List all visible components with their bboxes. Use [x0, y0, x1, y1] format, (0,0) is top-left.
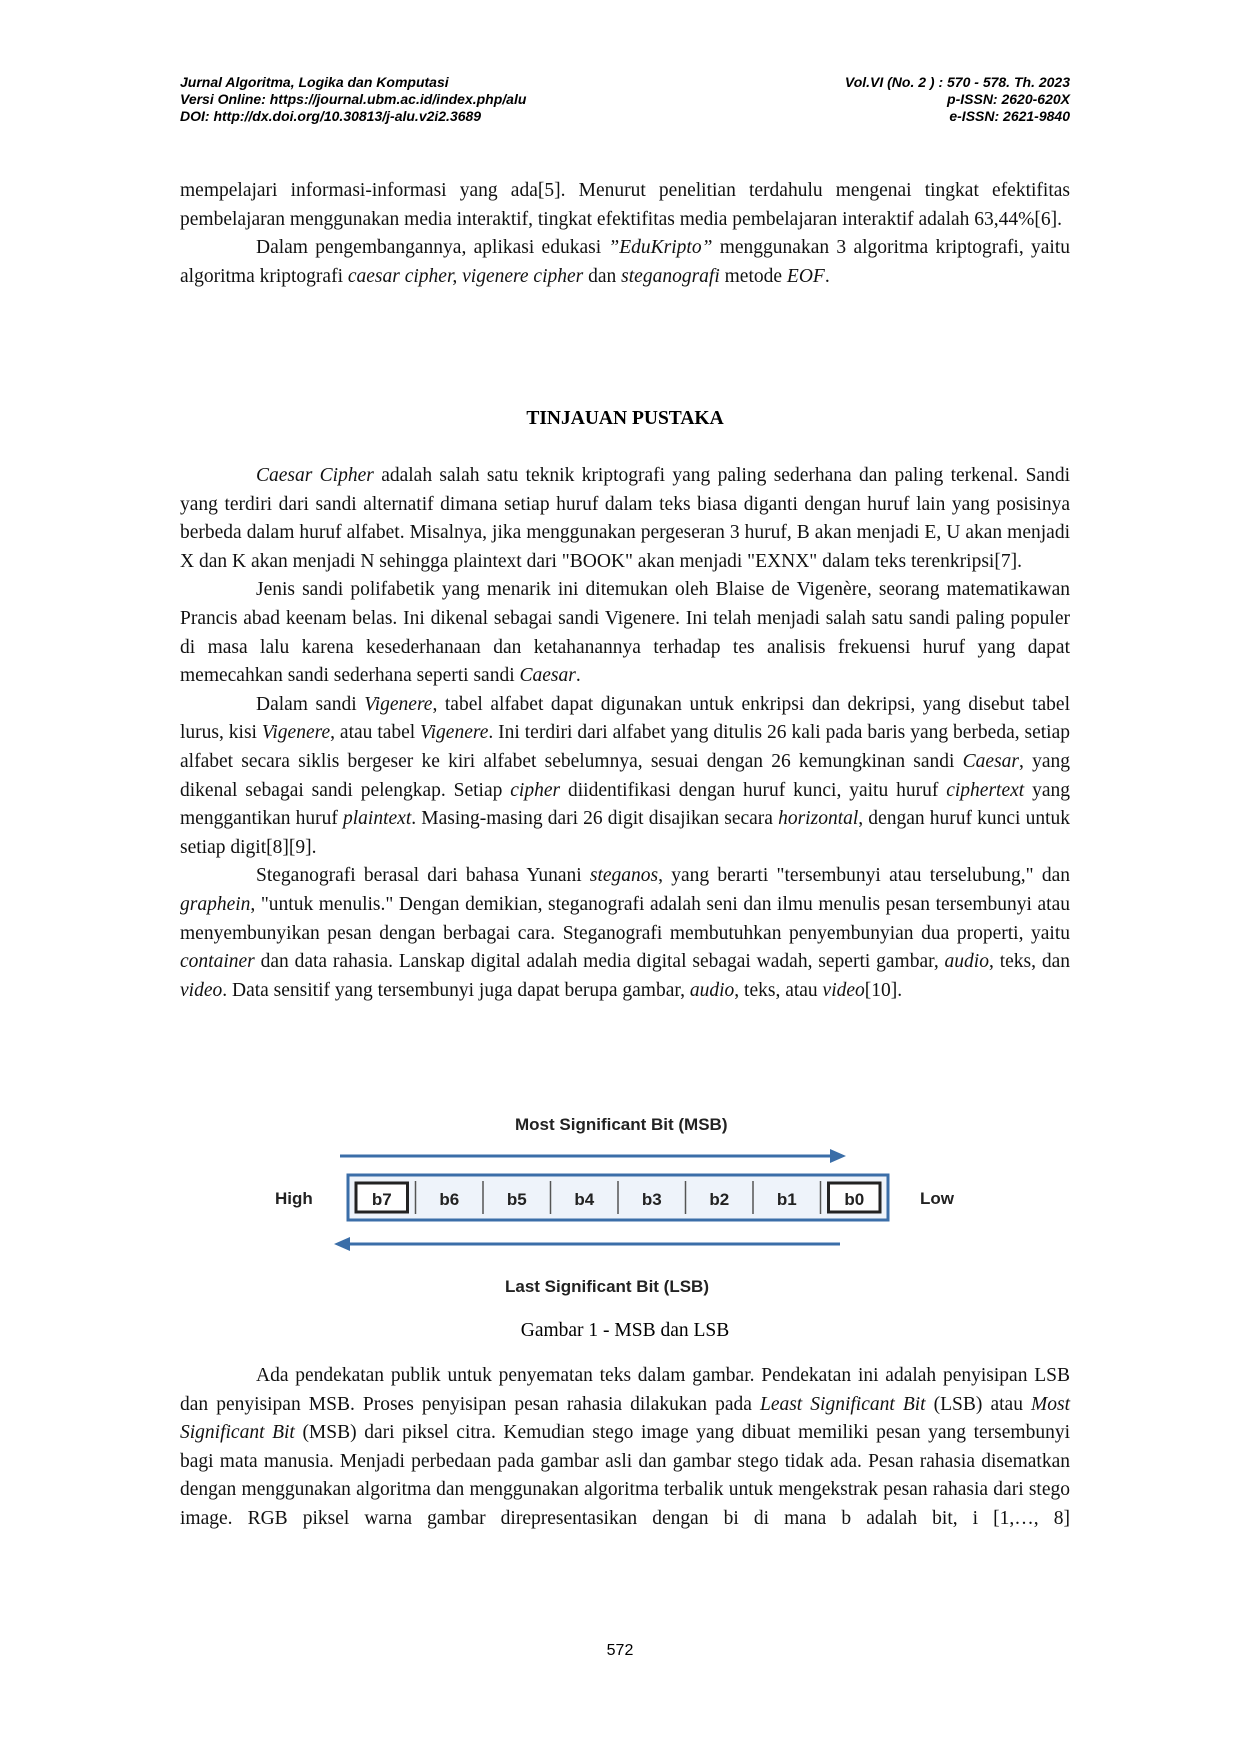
msb-arrow-head: [830, 1149, 846, 1163]
intro-text: [180, 177, 1070, 291]
bit-label-b4: b4: [574, 1190, 595, 1209]
online-version: Versi Online: https://journal.ubm.ac.id/index.php/alu: [180, 91, 527, 107]
low-label: Low: [920, 1189, 954, 1208]
after-figure-paragraph: Ada pendekatan publik untuk penyematan teks dalam gambar. Pendekatan ini adalah penyisipan LSB dan penyisipan MSB. Proses penyisipan pesan rahasia dilakukan pada Least Significant Bit (LSB) atau Most Significant Bit (MSB) dari piksel citra. Kemudian stego image yang dibuat memiliki pesan yang tersembunyi bagi mata manusia. Menjadi perbedaan pada gambar asli dan gambar stego tidak ada. Pesan rahasia disematkan dengan menggunakan algoritma dan menggunakan algoritma terbalik untuk mengekstrak pesan rahasia dari stego image. RGB piksel warna gambar direpresentasikan dengan bi di mana b adalah bit, i [1,…, 8]: [180, 1365, 1070, 1529]
running-header-left: [180, 74, 526, 125]
review-paragraph-vigenere-table: Dalam sandi Vigenere, tabel alfabet dapat digunakan untuk enkripsi dan dekripsi, yang disebut tabel lurus, kisi Vigenere, atau tabel Vigenere. Ini terdiri dari alfabet yang ditulis 26 kali pada baris yang berbeda, setiap alfabet secara siklis bergeser ke kiri alfabet sebelumnya, sesuai dengan 26 kemungkinan sandi Caesar, yang dikenal sebagai sandi pelengkap. Setiap cipher diidentifikasi dengan huruf kunci, yaitu huruf ciphertext yang menggantikan huruf plaintext. Masing-masing dari 26 digit disajikan secara horizontal, dengan huruf kunci untuk setiap digit[8][9].: [180, 693, 1071, 858]
p-issn: p-ISSN: 2620-620X: [947, 91, 1070, 107]
after-figure-text: [180, 1362, 1070, 1534]
review-text: [180, 462, 1070, 1005]
msb-label: Most Significant Bit (MSB): [515, 1115, 728, 1134]
lsb-arrow-head: [334, 1237, 350, 1251]
bit-label-b1: b1: [776, 1190, 797, 1209]
lsb-label: Last Significant Bit (LSB): [505, 1277, 709, 1296]
bit-label-b7: b7: [371, 1190, 392, 1209]
intro-paragraph-2: Dalam pengembangannya, aplikasi edukasi ”EduKripto” menggunakan 3 algoritma kriptografi, yaitu algoritma kriptografi caesar cipher, vigenere cipher dan steganografi metode EOF.: [180, 237, 1070, 287]
msb-lsb-figure: [270, 1110, 990, 1300]
bit-label-b2: b2: [709, 1190, 730, 1209]
review-paragraph-vigenere-history: Jenis sandi polifabetik yang menarik ini ditemukan oleh Blaise de Vigenère, seorang matematikawan Prancis abad keenam belas. Ini dikenal sebagai sandi Vigenere. Ini telah menjadi salah satu sandi paling populer di masa lalu karena kesederhanaan dan ketahanannya terhadap tes analisis frekuensi huruf yang dapat memecahkan sandi sederhana seperti sandi Caesar.: [180, 579, 1070, 687]
figure-caption: Gambar 1 - MSB dan LSB: [520, 1320, 730, 1341]
journal-name: Jurnal Algoritma, Logika dan Komputasi: [180, 74, 449, 90]
section-title: TINJAUAN PUSTAKA: [526, 408, 724, 429]
bit-label-b3: b3: [641, 1190, 662, 1209]
intro-paragraph-1: mempelajari informasi-informasi yang ada[5]. Menurut penelitian terdahulu mengenai tingkat efektifitas pembelajaran menggunakan media interaktif, tingkat efektifitas media pembelajaran interaktif adalah 63,44%[6].: [180, 180, 1070, 230]
bit-label-b0: b0: [844, 1190, 865, 1209]
bit-label-b6: b6: [439, 1190, 460, 1209]
review-paragraph-steganography: Steganografi berasal dari bahasa Yunani steganos, yang berarti "tersembunyi atau terselubung," dan graphein, "untuk menulis." Dengan demikian, steganografi adalah seni dan ilmu menulis pesan tersembunyi atau menyembunyikan pesan dengan berbagai cara. Steganografi membutuhkan penyembunyian dua properti, yaitu container dan data rahasia. Lanskap digital adalah media digital sebagai wadah, seperti gambar, audio, teks, dan video. Data sensitif yang tersembunyi juga dapat berupa gambar, audio, teks, atau video[10].: [180, 865, 1070, 1001]
high-label: High: [275, 1189, 313, 1208]
doi: DOI: http://dx.doi.org/10.30813/j-alu.v2i2.3689: [180, 108, 482, 124]
running-header-right: [845, 74, 1070, 125]
e-issn: e-ISSN: 2621-9840: [949, 108, 1070, 124]
review-paragraph-caesar: Caesar Cipher adalah salah satu teknik kriptografi yang paling sederhana dan paling terkenal. Sandi yang terdiri dari sandi alternatif dimana setiap huruf dalam teks biasa diganti dengan huruf lain yang posisinya berbeda dalam huruf alfabet. Misalnya, jika menggunakan pergeseran 3 huruf, B akan menjadi E, U akan menjadi X dan K akan menjadi N sehingga plaintext dari "BOOK" akan menjadi "EXNX" dalam teks terenkripsi[7].: [180, 465, 1070, 572]
volume-info: Vol.VI (No. 2 ) : 570 - 578. Th. 2023: [844, 74, 1070, 90]
page-number: 572: [606, 1642, 634, 1659]
bit-label-b5: b5: [506, 1190, 527, 1209]
